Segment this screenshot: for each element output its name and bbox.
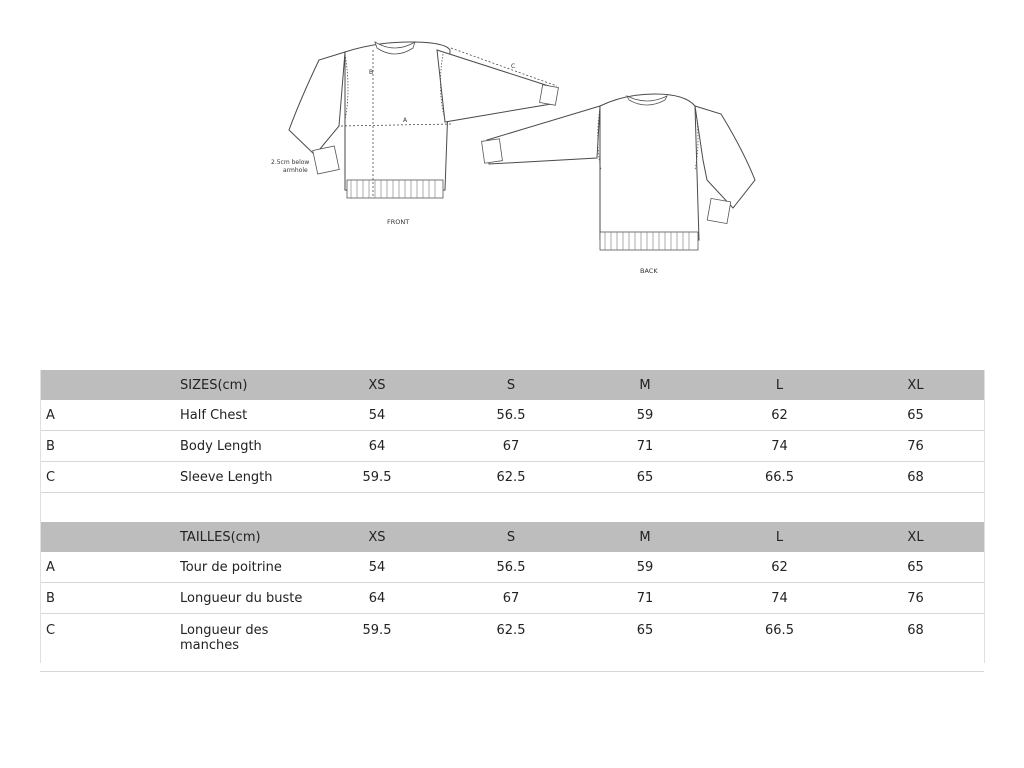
row-key: B xyxy=(40,431,174,462)
row-value: 74 xyxy=(712,431,847,462)
table-header-row xyxy=(40,370,984,400)
row-value: 66.5 xyxy=(712,462,847,493)
header-cell-xs: XS xyxy=(310,522,444,552)
row-value: 62.5 xyxy=(444,614,578,672)
table-row xyxy=(40,583,984,614)
header-cell-m: M xyxy=(578,370,712,400)
sweater-sketch-svg xyxy=(255,30,775,285)
table-row xyxy=(40,462,984,493)
table-row xyxy=(40,400,984,431)
row-value: 67 xyxy=(444,431,578,462)
table-row xyxy=(40,614,984,672)
row-value: 68 xyxy=(847,614,984,672)
header-cell-m: M xyxy=(578,522,712,552)
back-caption: BACK xyxy=(640,267,658,275)
row-value: 65 xyxy=(847,552,984,583)
row-key: A xyxy=(40,400,174,431)
row-value: 68 xyxy=(847,462,984,493)
row-value: 65 xyxy=(578,614,712,672)
row-value: 59 xyxy=(578,552,712,583)
row-measure-name: Longueur des manches xyxy=(174,614,310,672)
row-value: 71 xyxy=(578,431,712,462)
row-measure-name: Sleeve Length xyxy=(174,462,310,493)
row-value: 66.5 xyxy=(712,614,847,672)
header-cell-xl: XL xyxy=(847,370,984,400)
header-cell-xs: XS xyxy=(310,370,444,400)
row-value: 62.5 xyxy=(444,462,578,493)
header-cell-l: L xyxy=(712,522,847,552)
row-key: C xyxy=(40,462,174,493)
header-cell-key xyxy=(40,370,174,400)
label-c: C xyxy=(511,63,516,70)
size-table-english xyxy=(40,370,984,493)
sweater-sketch xyxy=(255,30,775,285)
label-a: A xyxy=(403,117,408,124)
row-value: 56.5 xyxy=(444,400,578,431)
row-key: B xyxy=(40,583,174,614)
header-cell-s: S xyxy=(444,522,578,552)
header-cell-s: S xyxy=(444,370,578,400)
row-value: 65 xyxy=(847,400,984,431)
row-value: 59.5 xyxy=(310,462,444,493)
row-value: 64 xyxy=(310,583,444,614)
front-caption: FRONT xyxy=(387,218,410,226)
row-key: C xyxy=(40,614,174,672)
row-measure-name: Half Chest xyxy=(174,400,310,431)
row-value: 54 xyxy=(310,400,444,431)
header-cell-l: L xyxy=(712,370,847,400)
row-value: 67 xyxy=(444,583,578,614)
table-spacer xyxy=(40,491,984,522)
row-value: 74 xyxy=(712,583,847,614)
armhole-note-line2: armhole xyxy=(283,167,308,174)
row-value: 65 xyxy=(578,462,712,493)
row-value: 64 xyxy=(310,431,444,462)
row-value: 62 xyxy=(712,552,847,583)
row-value: 56.5 xyxy=(444,552,578,583)
header-cell-key xyxy=(40,522,174,552)
row-value: 59.5 xyxy=(310,614,444,672)
row-value: 76 xyxy=(847,583,984,614)
table-row xyxy=(40,552,984,583)
table-header-row xyxy=(40,522,984,552)
header-cell-xl: XL xyxy=(847,522,984,552)
armhole-note-line1: 2.5cm below xyxy=(271,159,310,166)
size-table-french xyxy=(40,522,984,672)
label-b: B xyxy=(369,69,374,76)
row-key: A xyxy=(40,552,174,583)
back-sweater-drawing xyxy=(482,94,755,275)
header-cell-tailles: TAILLES(cm) xyxy=(174,522,310,552)
row-value: 54 xyxy=(310,552,444,583)
row-measure-name: Body Length xyxy=(174,431,310,462)
row-value: 76 xyxy=(847,431,984,462)
row-value: 71 xyxy=(578,583,712,614)
row-measure-name: Tour de poitrine xyxy=(174,552,310,583)
row-measure-name: Longueur du buste xyxy=(174,583,310,614)
row-value: 59 xyxy=(578,400,712,431)
row-value: 62 xyxy=(712,400,847,431)
table-row xyxy=(40,431,984,462)
header-cell-sizes: SIZES(cm) xyxy=(174,370,310,400)
